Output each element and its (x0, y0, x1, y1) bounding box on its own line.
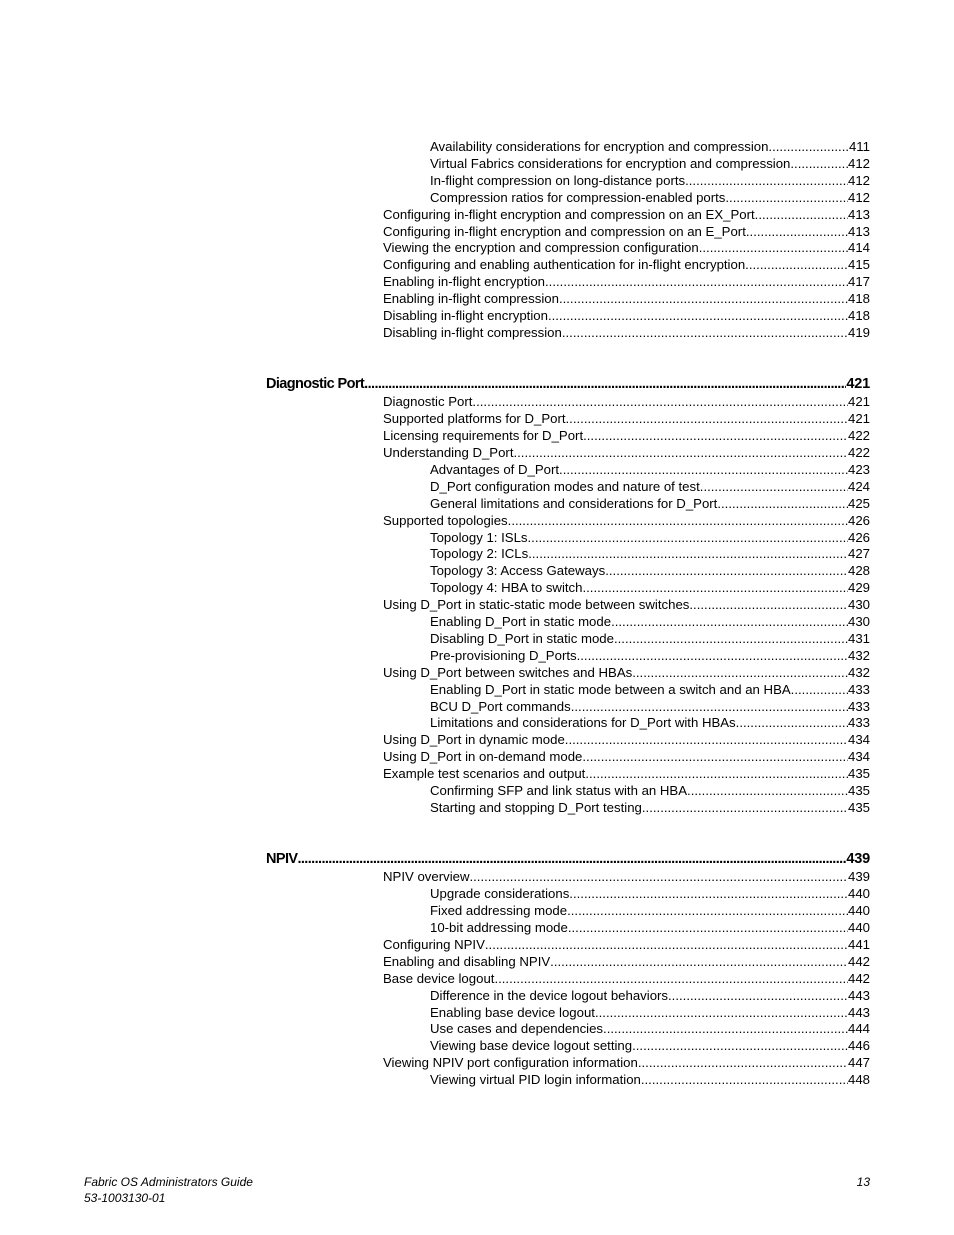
toc-entry-page: 412 (847, 155, 870, 171)
toc-dot-leader (638, 1055, 848, 1071)
toc-entry-title: Upgrade considerations (430, 886, 570, 902)
toc-entry[interactable] (430, 648, 870, 664)
toc-entry[interactable] (430, 988, 870, 1004)
toc-entry-title: Licensing requirements for D_Port (383, 428, 584, 444)
footer-title: Fabric OS Administrators Guide (84, 1175, 253, 1189)
toc-entry[interactable] (383, 428, 870, 444)
toc-dot-leader (745, 257, 848, 273)
toc-dot-leader (632, 665, 848, 681)
toc-entry[interactable] (383, 766, 870, 782)
toc-dot-leader (725, 190, 848, 206)
toc-entry-title: Viewing NPIV port configuration information (383, 1055, 638, 1071)
toc-entry-title: Difference in the device logout behaviors (430, 987, 669, 1003)
toc-entry[interactable] (430, 139, 870, 155)
toc-entry-title: Enabling in-flight encryption (383, 274, 546, 290)
toc-entry[interactable] (430, 173, 870, 189)
toc-entry-title: Fixed addressing mode (430, 903, 568, 919)
toc-entry[interactable] (430, 496, 870, 512)
toc-entry-page: 442 (847, 970, 870, 986)
toc-entry-page: 427 (847, 546, 870, 562)
toc-entry[interactable] (383, 971, 870, 987)
toc-entry[interactable] (430, 563, 870, 579)
toc-dot-leader (746, 224, 848, 240)
toc-entry-title: Diagnostic Port (383, 394, 473, 410)
toc-entry-title: Using D_Port in on-demand mode (383, 749, 583, 765)
toc-entry-title: Topology 4: HBA to switch (430, 580, 583, 596)
toc-entry-title: Diagnostic Port (266, 375, 365, 392)
toc-entry[interactable] (430, 920, 870, 936)
toc-entry-title: Supported topologies (383, 512, 508, 528)
toc-dot-leader (736, 715, 848, 731)
toc-entry[interactable] (430, 886, 870, 902)
toc-dot-leader (571, 699, 848, 715)
toc-dot-leader (566, 411, 848, 427)
toc-chapter-entry[interactable] (266, 376, 870, 392)
toc-entry-page: 418 (847, 291, 870, 307)
toc-entry-page: 421 (846, 375, 870, 392)
toc-entry-page: 412 (847, 172, 870, 188)
toc-dot-leader (687, 783, 848, 799)
toc-entry-title: Use cases and dependencies (430, 1021, 604, 1037)
toc-entry[interactable] (430, 682, 870, 698)
toc-entry-page: 411 (848, 139, 870, 154)
toc-entry-title: Disabling in-flight compression (383, 324, 562, 340)
toc-entry[interactable] (430, 462, 870, 478)
toc-dot-leader (545, 274, 848, 290)
toc-dot-leader (583, 428, 848, 444)
toc-entry-page: 418 (847, 308, 870, 323)
toc-entry-title: Viewing base device logout setting (430, 1038, 633, 1054)
toc-entry-page: 415 (847, 257, 870, 273)
toc-entry-title: Configuring in-flight encryption and compression on an EX_Port (383, 206, 755, 222)
toc-entry[interactable] (430, 1005, 870, 1021)
toc-dot-leader (668, 988, 848, 1004)
toc-dot-leader (562, 325, 848, 341)
toc-entry-page: 419 (847, 324, 870, 340)
toc-entry-page: 430 (847, 614, 870, 629)
toc-dot-leader (582, 749, 848, 765)
toc-entry-page: 434 (847, 732, 870, 748)
toc-entry[interactable] (383, 240, 870, 256)
toc-entry[interactable] (383, 869, 870, 885)
toc-dot-leader (485, 937, 848, 953)
toc-entry-page: 417 (847, 274, 870, 290)
toc-entry[interactable] (430, 903, 870, 919)
toc-entry-page: 439 (847, 869, 870, 885)
toc-entry-title: Example test scenarios and output (383, 766, 586, 782)
toc-entry-page: 431 (847, 630, 870, 646)
toc-entry-title: Disabling in-flight encryption (383, 308, 548, 323)
toc-chapter-entry[interactable] (266, 851, 870, 867)
toc-dot-leader (472, 394, 848, 410)
toc-dot-leader (297, 851, 846, 867)
toc-entry-title: Viewing the encryption and compression configuration (383, 240, 699, 256)
toc-dot-leader (641, 1072, 848, 1088)
toc-entry-page: 440 (847, 903, 870, 919)
toc-dot-leader (582, 580, 848, 596)
toc-dot-leader (755, 207, 848, 223)
toc-entry[interactable] (383, 291, 870, 307)
toc-entry[interactable] (383, 937, 870, 953)
toc-dot-leader (567, 903, 848, 919)
toc-dot-leader (768, 139, 849, 155)
toc-entry-page: 422 (847, 445, 870, 460)
toc-entry-page: 423 (847, 461, 870, 477)
toc-dot-leader (577, 648, 848, 664)
toc-entry-title: Starting and stopping D_Port testing (430, 799, 642, 815)
toc-entry-title: Using D_Port in static-static mode between switches (383, 597, 690, 613)
toc-entry-page: 442 (847, 953, 870, 969)
toc-entry-title: Understanding D_Port (383, 445, 514, 460)
toc-dot-leader (611, 614, 848, 630)
toc-entry[interactable] (430, 1072, 870, 1088)
toc-entry-page: 432 (847, 664, 870, 680)
toc-entry-page: 426 (847, 512, 870, 528)
toc-entry-page: 421 (847, 411, 870, 427)
toc-entry-page: 443 (847, 1004, 870, 1020)
toc-entry[interactable] (383, 308, 870, 324)
toc-entry[interactable] (383, 445, 870, 461)
toc-entry-page: 422 (847, 428, 870, 444)
toc-entry-page: 432 (847, 647, 870, 663)
toc-entry[interactable] (383, 257, 870, 273)
toc-entry-page: 448 (847, 1072, 870, 1088)
toc-dot-leader (568, 920, 848, 936)
toc-entry[interactable] (430, 1021, 870, 1037)
toc-entry-page: 447 (847, 1055, 870, 1071)
toc-dot-leader (528, 546, 848, 562)
toc-dot-leader (559, 462, 848, 478)
toc-entry-title: Enabling and disabling NPIV (383, 953, 551, 969)
toc-entry-title: Enabling D_Port in static mode between a switch and an HBA (430, 681, 791, 697)
toc-entry-page: 413 (847, 223, 870, 239)
toc-entry-page: 435 (847, 799, 870, 815)
toc-entry-title: Enabling base device logout (430, 1004, 595, 1020)
toc-entry[interactable] (430, 546, 870, 562)
toc-entry-page: 440 (847, 920, 870, 935)
toc-dot-leader (494, 971, 848, 987)
toc-dot-leader (791, 682, 848, 698)
toc-dot-leader (605, 563, 848, 579)
toc-entry-title: NPIV (266, 850, 298, 867)
toc-entry[interactable] (430, 800, 870, 816)
toc-dot-leader (559, 291, 848, 307)
toc-entry[interactable] (430, 699, 870, 715)
toc-entry-page: 430 (847, 597, 870, 613)
toc-entry-page: 412 (847, 189, 870, 205)
toc-entry-page: 429 (847, 580, 870, 596)
toc-entry-title: D_Port configuration modes and nature of test (430, 478, 700, 494)
toc-entry-title: Virtual Fabrics considerations for encryption and compression (430, 155, 791, 171)
toc-entry[interactable] (383, 732, 870, 748)
toc-entry-title: Viewing virtual PID login information (430, 1072, 641, 1088)
toc-entry-title: Pre-provisioning D_Ports (430, 647, 577, 663)
toc-entry-page: 425 (847, 495, 870, 511)
toc-entry[interactable] (383, 1055, 870, 1071)
toc-entry-title: Using D_Port in dynamic mode (383, 732, 565, 748)
toc-entry-page: 444 (847, 1021, 870, 1037)
toc-entry-title: Topology 2: ICLs (430, 546, 529, 562)
toc-entry[interactable] (430, 479, 870, 495)
toc-entry[interactable] (383, 325, 870, 341)
toc-dot-leader (508, 513, 848, 529)
toc-dot-leader (513, 445, 848, 461)
toc-dot-leader (528, 530, 848, 546)
toc-entry-page: 439 (846, 850, 870, 867)
toc-entry-title: Enabling D_Port in static mode (430, 614, 612, 629)
toc-entry-title: Topology 3: Access Gateways (430, 563, 606, 579)
toc-entry-page: 440 (847, 886, 870, 902)
toc-dot-leader (699, 240, 848, 256)
toc-entry-title: 10-bit addressing mode (430, 920, 568, 935)
toc-entry[interactable] (383, 597, 870, 613)
toc-entry[interactable] (383, 513, 870, 529)
toc-entry-page: 428 (847, 563, 870, 579)
toc-entry-title: BCU D_Port commands (430, 698, 571, 714)
toc-entry[interactable] (383, 274, 870, 290)
toc-entry[interactable] (430, 783, 870, 799)
toc-dot-leader (585, 766, 848, 782)
toc-entry-page: 421 (847, 394, 870, 410)
toc-entry-page: 433 (847, 715, 870, 731)
toc-entry-page: 441 (847, 936, 870, 952)
toc-entry-title: Supported platforms for D_Port (383, 411, 566, 427)
toc-entry-page: 426 (847, 529, 870, 545)
toc-entry-title: Configuring in-flight encryption and compression on an E_Port (383, 223, 746, 239)
toc-entry[interactable] (383, 394, 870, 410)
toc-entry-page: 413 (847, 206, 870, 222)
toc-entry[interactable] (430, 614, 870, 630)
toc-entry-page: 446 (847, 1038, 870, 1054)
toc-dot-leader (569, 886, 848, 902)
toc-dot-leader (548, 308, 848, 324)
toc-entry[interactable] (383, 411, 870, 427)
toc-entry-page: 424 (847, 478, 870, 494)
toc-entry-title: Confirming SFP and link status with an HBA (430, 783, 688, 798)
toc-dot-leader (717, 496, 848, 512)
toc-entry-title: Configuring and enabling authentication for in-flight encryption (383, 257, 746, 273)
toc-entry-title: Limitations and considerations for D_Port with HBAs (430, 715, 736, 731)
toc-entry-title: Enabling in-flight compression (383, 291, 559, 307)
toc-dot-leader (685, 173, 848, 189)
toc-dot-leader (689, 597, 848, 613)
toc-dot-leader (614, 631, 848, 647)
toc-dot-leader (603, 1021, 848, 1037)
toc-dot-leader (565, 732, 848, 748)
toc-entry-page: 434 (847, 749, 870, 765)
toc-entry-title: General limitations and considerations for D_Port (430, 495, 718, 511)
toc-entry[interactable] (430, 715, 870, 731)
toc-dot-leader (642, 800, 848, 816)
toc-entry-page: 435 (847, 783, 870, 798)
toc-entry[interactable] (430, 190, 870, 206)
toc-entry[interactable] (430, 580, 870, 596)
toc-entry[interactable] (383, 954, 870, 970)
toc-entry[interactable] (383, 224, 870, 240)
toc-dot-leader (595, 1005, 848, 1021)
toc-dot-leader (790, 156, 848, 172)
toc-dot-leader (632, 1038, 848, 1054)
toc-entry-title: Availability considerations for encryption and compression (430, 139, 769, 154)
toc-entry-title: Base device logout (383, 970, 495, 986)
toc-dot-leader (364, 376, 846, 392)
footer-page-number: 13 (856, 1175, 870, 1189)
toc-entry[interactable] (430, 631, 870, 647)
toc-entry[interactable] (430, 156, 870, 172)
toc-entry-page: 435 (847, 766, 870, 782)
toc-dot-leader (700, 479, 848, 495)
toc-entry-title: Configuring NPIV (383, 936, 485, 952)
toc-entry[interactable] (430, 530, 870, 546)
toc-entry-title: Topology 1: ISLs (430, 529, 528, 545)
toc-entry[interactable] (383, 665, 870, 681)
toc-entry-page: 433 (847, 681, 870, 697)
toc-entry-page: 443 (847, 987, 870, 1003)
toc-entry-title: Using D_Port between switches and HBAs (383, 664, 633, 680)
toc-entry-title: NPIV overview (383, 869, 470, 885)
toc-entry-title: Advantages of D_Port (430, 461, 560, 477)
toc-entry-page: 414 (847, 240, 870, 256)
toc-entry-title: In-flight compression on long-distance ports (430, 172, 686, 188)
toc-dot-leader (469, 869, 848, 885)
footer-doc-number: 53-1003130-01 (84, 1191, 166, 1205)
toc-entry[interactable] (430, 1038, 870, 1054)
toc-dot-leader (550, 954, 848, 970)
toc-entry-title: Compression ratios for compression-enabled ports (430, 189, 726, 205)
toc-entry-page: 433 (847, 698, 870, 714)
toc-entry[interactable] (383, 749, 870, 765)
toc-entry-title: Disabling D_Port in static mode (430, 630, 614, 646)
toc-entry[interactable] (383, 207, 870, 223)
